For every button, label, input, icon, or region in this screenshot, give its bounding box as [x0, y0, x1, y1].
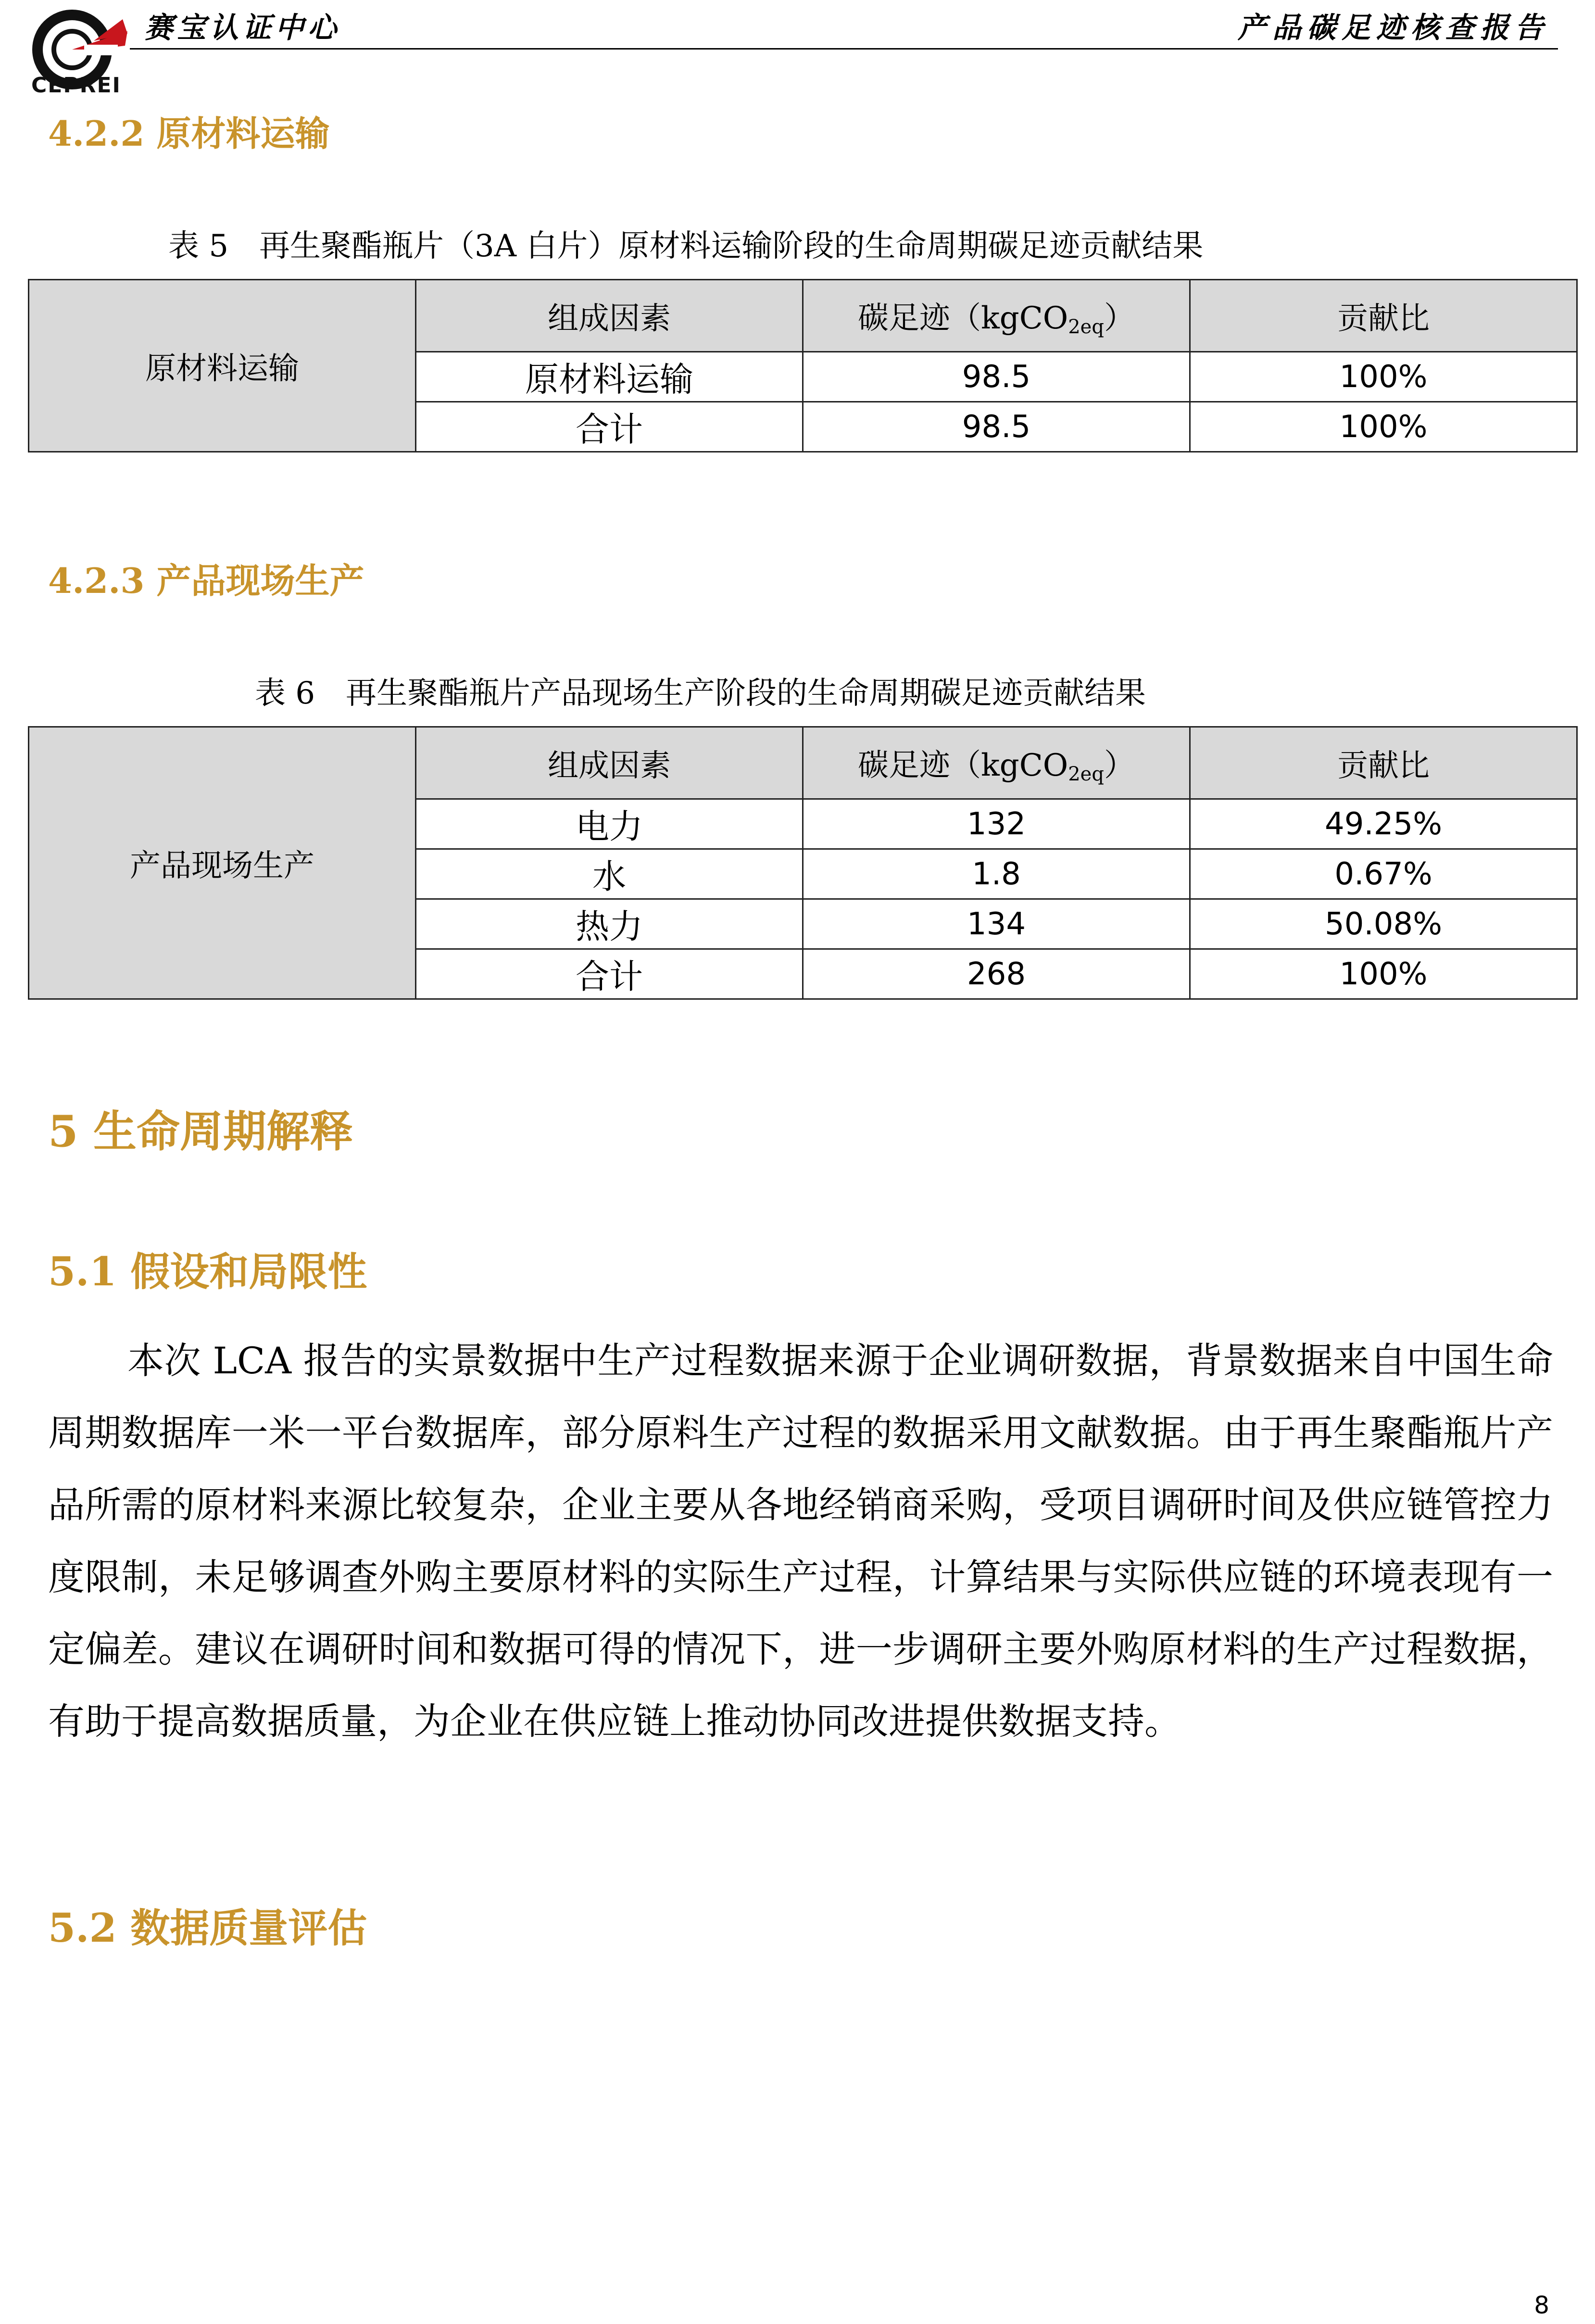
page-header — [0, 0, 1595, 103]
table-6-caption: 表 6 再生聚酯瓶片产品现场生产阶段的生命周期碳足迹贡献结果 — [255, 676, 1146, 711]
cell-factor: 热力 — [416, 899, 803, 949]
cell-share: 0.67% — [1190, 849, 1577, 899]
header-factor: 组成因素 — [416, 727, 803, 799]
table-row — [29, 727, 1577, 799]
header-footprint: 碳足迹（kgCO$_{2eq}$） — [803, 727, 1190, 799]
header-organization: 赛宝认证中心 — [144, 11, 340, 45]
heading-5-2: 5.2 数据质量评估 — [48, 1905, 367, 1951]
heading-4-2-2: 4.2.2 原材料运输 — [48, 113, 330, 154]
cell-value: 134 — [803, 899, 1190, 949]
table-5 — [28, 279, 1578, 452]
header-factor: 组成因素 — [416, 280, 803, 352]
cell-value: 98.5 — [803, 352, 1190, 402]
header-report-title: 产品碳足迹核查报告 — [1238, 11, 1549, 45]
table-row — [29, 280, 1577, 352]
table-6 — [28, 726, 1578, 1000]
cell-value: 268 — [803, 949, 1190, 999]
heading-5-1: 5.1 假设和局限性 — [48, 1249, 367, 1295]
cell-share: 100% — [1190, 352, 1577, 402]
table-6-stage-label: 产品现场生产 — [29, 727, 416, 999]
header-divider — [130, 48, 1558, 50]
table-5-caption: 表 5 再生聚酯瓶片（3A 白片）原材料运输阶段的生命周期碳足迹贡献结果 — [168, 228, 1204, 264]
cell-factor: 电力 — [416, 799, 803, 849]
cell-share: 50.08% — [1190, 899, 1577, 949]
paragraph-assumptions-limitations: 本次 LCA 报告的实景数据中生产过程数据来源于企业调研数据，背景数据来自中国生命周期数据库一米一平台数据库，部分原料生产过程的数据采用文献数据。由于再生聚酯瓶片产品所需的原材料来源比较复杂，企业主要从各地经销商采购，受项目调研时间及供应链管控力度限制，未足够调查外购主要原材料的实际生产过程，计算结果与实际供应链的环境表现有一定偏差。建议在调研时间和数据可得的情况下，进一步调研主要外购原材料的生产过程数据，有助于提高数据质量，为企业在供应链上推动协同改进提供数据支持。 — [48, 1339, 1553, 1743]
cell-factor: 原材料运输 — [416, 352, 803, 402]
cell-share: 100% — [1190, 949, 1577, 999]
cell-value: 1.8 — [803, 849, 1190, 899]
header-share: 贡献比 — [1190, 727, 1577, 799]
cell-value: 132 — [803, 799, 1190, 849]
cell-share: 49.25% — [1190, 799, 1577, 849]
logo-text: CEPREI — [31, 73, 121, 98]
header-footprint: 碳足迹（kgCO$_{2eq}$） — [803, 280, 1190, 352]
table-5-stage-label: 原材料运输 — [29, 280, 416, 452]
page-number: 8 — [1534, 2291, 1549, 2319]
cell-factor: 合计 — [416, 402, 803, 452]
heading-4-2-3: 4.2.3 产品现场生产 — [48, 560, 364, 601]
cell-value: 98.5 — [803, 402, 1190, 452]
heading-5: 5 生命周期解释 — [48, 1106, 353, 1157]
cell-share: 100% — [1190, 402, 1577, 452]
cell-factor: 水 — [416, 849, 803, 899]
header-share: 贡献比 — [1190, 280, 1577, 352]
cell-factor: 合计 — [416, 949, 803, 999]
